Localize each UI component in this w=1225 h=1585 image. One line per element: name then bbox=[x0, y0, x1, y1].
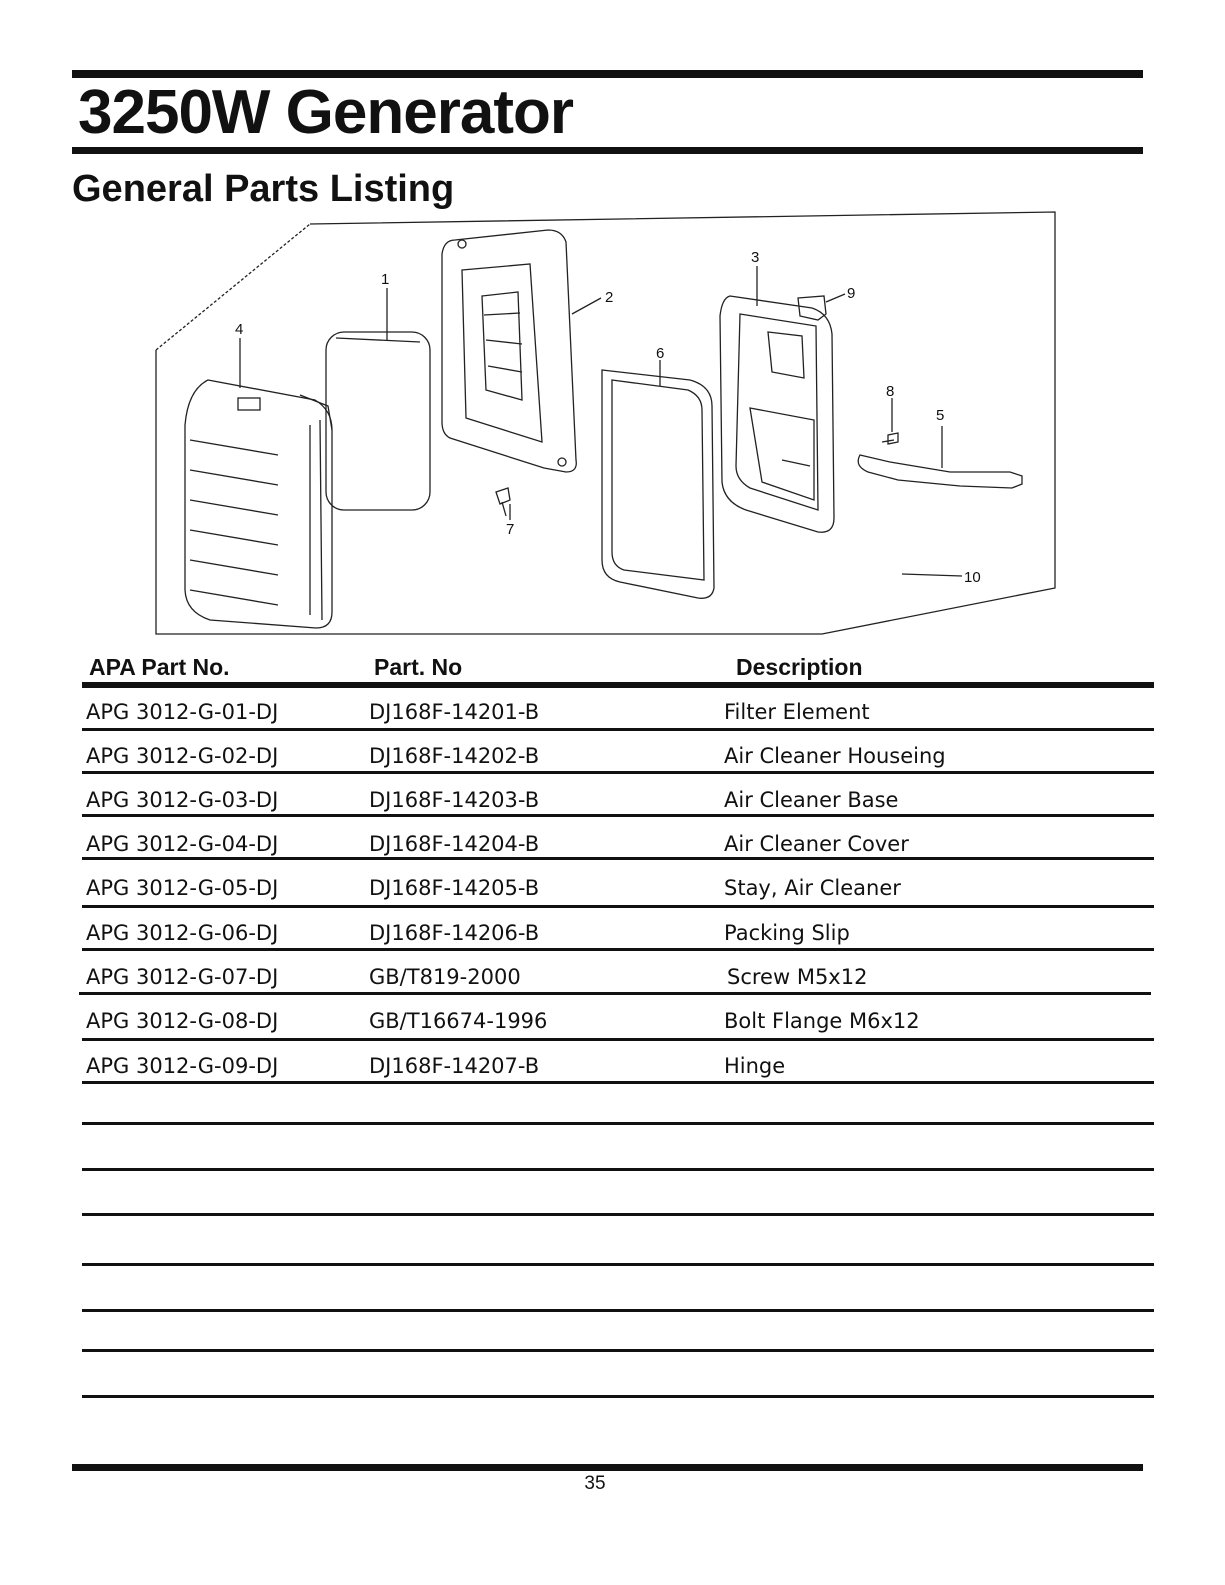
callout-6: 6 bbox=[656, 345, 665, 362]
air-cleaner-base-drawing bbox=[720, 296, 834, 532]
callout-10: 10 bbox=[964, 569, 981, 586]
part-no-cell: GB/T16674-1996 bbox=[369, 1009, 548, 1033]
table-row bbox=[0, 1046, 1225, 1086]
part-no-cell: DJ168F-14204-B bbox=[369, 832, 540, 856]
empty-row-divider bbox=[82, 1395, 1154, 1398]
table-row bbox=[0, 692, 1225, 732]
callout-8: 8 bbox=[886, 383, 895, 400]
row-divider bbox=[82, 771, 1154, 774]
table-row bbox=[0, 1001, 1225, 1041]
row-divider bbox=[82, 814, 1154, 817]
row-divider bbox=[79, 992, 1151, 995]
empty-row-divider bbox=[82, 1168, 1154, 1171]
description-cell: Filter Element bbox=[724, 700, 870, 724]
description-cell: Packing Slip bbox=[724, 921, 850, 945]
empty-row-divider bbox=[82, 1263, 1154, 1266]
row-divider bbox=[82, 1081, 1154, 1084]
air-cleaner-housing-drawing bbox=[442, 230, 576, 472]
row-divider bbox=[82, 948, 1154, 951]
row-divider bbox=[82, 1038, 1154, 1041]
column-header-apa-part-no: APA Part No. bbox=[89, 654, 230, 680]
row-divider bbox=[82, 905, 1154, 908]
page-number: 35 bbox=[584, 1473, 606, 1494]
callout-3: 3 bbox=[751, 249, 760, 266]
screw-drawing bbox=[496, 488, 510, 516]
part-no-cell: DJ168F-14205-B bbox=[369, 876, 540, 900]
empty-row-divider bbox=[82, 1349, 1154, 1352]
callout-5: 5 bbox=[936, 407, 945, 424]
footer-rule bbox=[72, 1464, 1143, 1471]
callout-1: 1 bbox=[381, 271, 390, 288]
description-cell: Air Cleaner Cover bbox=[724, 832, 909, 856]
part-no-cell: DJ168F-14207-B bbox=[369, 1054, 540, 1078]
apa-part-no-cell: APG 3012-G-08-DJ bbox=[86, 1009, 279, 1033]
title-underline-rule bbox=[72, 147, 1143, 154]
apa-part-no-cell: APG 3012-G-01-DJ bbox=[86, 700, 279, 724]
air-cleaner-cover-drawing bbox=[185, 380, 332, 628]
table-header-rule bbox=[82, 682, 1154, 688]
apa-part-no-cell: APG 3012-G-03-DJ bbox=[86, 788, 279, 812]
description-cell: Stay, Air Cleaner bbox=[724, 876, 901, 900]
row-divider bbox=[82, 728, 1154, 731]
description-cell: Air Cleaner Base bbox=[724, 788, 899, 812]
table-row bbox=[0, 868, 1225, 908]
part-no-cell: GB/T819-2000 bbox=[369, 965, 521, 989]
empty-row-divider bbox=[82, 1213, 1154, 1216]
callout-4: 4 bbox=[235, 321, 244, 338]
part-no-cell: DJ168F-14206-B bbox=[369, 921, 540, 945]
callout-2: 2 bbox=[605, 289, 614, 306]
bolt-drawing bbox=[882, 433, 898, 444]
row-divider bbox=[82, 857, 1154, 860]
part-no-cell: DJ168F-14202-B bbox=[369, 744, 540, 768]
diagram-frame-diagonal bbox=[156, 224, 310, 350]
packing-drawing bbox=[602, 370, 714, 598]
apa-part-no-cell: APG 3012-G-07-DJ bbox=[86, 965, 279, 989]
apa-part-no-cell: APG 3012-G-05-DJ bbox=[86, 876, 279, 900]
callout-9: 9 bbox=[847, 285, 856, 302]
table-row bbox=[0, 957, 1225, 997]
top-rule bbox=[72, 70, 1143, 78]
apa-part-no-cell: APG 3012-G-04-DJ bbox=[86, 832, 279, 856]
table-row bbox=[0, 736, 1225, 776]
part-no-cell: DJ168F-14203-B bbox=[369, 788, 540, 812]
empty-row-divider bbox=[82, 1122, 1154, 1125]
page-title: 3250W Generator bbox=[78, 78, 573, 147]
callout-7: 7 bbox=[506, 521, 515, 538]
filter-element-drawing bbox=[326, 332, 430, 510]
column-header-part-no: Part. No bbox=[374, 654, 463, 680]
apa-part-no-cell: APG 3012-G-02-DJ bbox=[86, 744, 279, 768]
apa-part-no-cell: APG 3012-G-09-DJ bbox=[86, 1054, 279, 1078]
section-subtitle: General Parts Listing bbox=[72, 168, 455, 210]
description-cell: Bolt Flange M6x12 bbox=[724, 1009, 920, 1033]
stay-drawing bbox=[858, 455, 1022, 488]
part-no-cell: DJ168F-14201-B bbox=[369, 700, 540, 724]
table-row bbox=[0, 913, 1225, 953]
exploded-parts-diagram bbox=[150, 210, 1070, 645]
column-header-description: Description bbox=[736, 654, 863, 680]
description-cell: Screw M5x12 bbox=[727, 965, 868, 989]
empty-row-divider bbox=[82, 1309, 1154, 1312]
apa-part-no-cell: APG 3012-G-06-DJ bbox=[86, 921, 279, 945]
description-cell: Hinge bbox=[724, 1054, 786, 1078]
description-cell: Air Cleaner Houseing bbox=[724, 744, 946, 768]
diagram-frame bbox=[156, 212, 1055, 634]
